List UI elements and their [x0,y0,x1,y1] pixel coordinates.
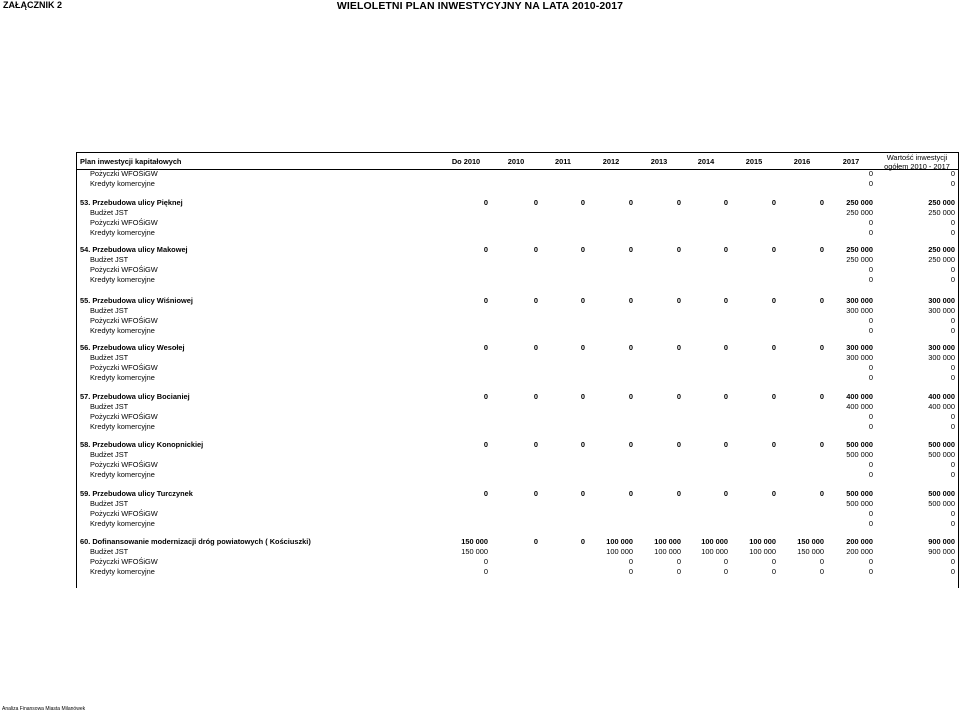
project-6-sub-1-total: 0 [950,509,955,518]
project-6-sub-2-value-8: 0 [868,519,873,528]
project-sub-label: Budżet JST [90,547,129,556]
project-3-sub-2-value-8: 0 [868,373,873,382]
project-4-sub-0-value-8: 400 000 [846,402,873,411]
project-2-sub-0-value-8: 300 000 [846,306,873,315]
project-7-sub-1-value-6: 0 [771,557,776,566]
project-4-value-8: 400 000 [846,392,873,401]
table-right-border [958,152,959,588]
project-0-value-6: 0 [771,198,776,207]
project-4-value-4: 0 [676,392,681,401]
project-sub-label: Pożyczki WFOŚiGW [90,363,158,372]
project-7-value-2: 0 [580,537,585,546]
project-1-total: 250 000 [928,245,955,254]
project-1-value-6: 0 [771,245,776,254]
project-3-sub-1-total: 0 [950,363,955,372]
project-0-value-1: 0 [533,198,538,207]
project-4-value-6: 0 [771,392,776,401]
project-7-sub-1-value-5: 0 [723,557,728,566]
project-1-value-0: 0 [483,245,488,254]
project-sub-label: Kredyty komercyjne [90,373,155,382]
project-7-total: 900 000 [928,537,955,546]
project-7-sub-0-value-3: 100 000 [606,547,633,556]
header-year-5: 2014 [697,157,715,166]
project-0-value-5: 0 [723,198,728,207]
project-7-sub-1-value-0: 0 [483,557,488,566]
project-3-sub-1-value-8: 0 [868,363,873,372]
project-sub-label: Budżet JST [90,402,129,411]
header-year-2: 2011 [554,157,572,166]
project-0-value-0: 0 [483,198,488,207]
project-4-sub-1-value-8: 0 [868,412,873,421]
project-7-sub-2-value-3: 0 [628,567,633,576]
project-title: 59. Przebudowa ulicy Turczynek [80,489,193,498]
project-title: 56. Przebudowa ulicy Wesołej [80,343,185,352]
project-sub-label: Kredyty komercyjne [90,519,155,528]
project-title: 53. Przebudowa ulicy Pięknej [80,198,183,207]
project-1-sub-0-total: 250 000 [928,255,955,264]
project-sub-label: Pożyczki WFOŚiGW [90,316,158,325]
header-year-7: 2016 [793,157,811,166]
project-6-value-7: 0 [819,489,824,498]
lead-row-2017: 0 [868,169,873,178]
project-sub-label: Kredyty komercyjne [90,326,155,335]
project-3-value-6: 0 [771,343,776,352]
project-3-value-4: 0 [676,343,681,352]
header-plan-label: Plan inwestycji kapitałowych [80,157,182,166]
project-1-value-1: 0 [533,245,538,254]
project-2-value-4: 0 [676,296,681,305]
project-7-sub-0-value-7: 150 000 [797,547,824,556]
project-title: 60. Dofinansowanie modernizacji dróg powiatowych ( Kościuszki) [80,537,311,546]
project-2-sub-2-value-8: 0 [868,326,873,335]
project-6-value-8: 500 000 [846,489,873,498]
project-sub-label: Kredyty komercyjne [90,228,155,237]
lead-row-label: Pożyczki WFOŚiGW [90,169,158,178]
project-1-value-2: 0 [580,245,585,254]
project-2-value-0: 0 [483,296,488,305]
project-1-sub-1-total: 0 [950,265,955,274]
project-7-sub-2-value-6: 0 [771,567,776,576]
project-sub-label: Budżet JST [90,208,129,217]
project-7-sub-0-value-6: 100 000 [749,547,776,556]
project-3-value-8: 300 000 [846,343,873,352]
header-year-1: 2010 [507,157,525,166]
project-3-value-3: 0 [628,343,633,352]
project-7-value-7: 150 000 [797,537,824,546]
project-5-sub-1-total: 0 [950,460,955,469]
project-sub-label: Pożyczki WFOŚiGW [90,509,158,518]
project-3-value-0: 0 [483,343,488,352]
project-3-value-5: 0 [723,343,728,352]
project-sub-label: Budżet JST [90,499,129,508]
project-6-total: 500 000 [928,489,955,498]
project-sub-label: Kredyty komercyjne [90,422,155,431]
project-title: 54. Przebudowa ulicy Makowej [80,245,188,254]
project-6-value-0: 0 [483,489,488,498]
project-0-sub-1-total: 0 [950,218,955,227]
project-sub-label: Budżet JST [90,306,129,315]
project-1-sub-2-value-8: 0 [868,275,873,284]
project-7-value-5: 100 000 [701,537,728,546]
project-7-sub-1-value-7: 0 [819,557,824,566]
project-sub-label: Kredyty komercyjne [90,470,155,479]
project-4-sub-2-total: 0 [950,422,955,431]
project-7-sub-2-value-5: 0 [723,567,728,576]
project-7-sub-1-total: 0 [950,557,955,566]
project-7-sub-2-value-4: 0 [676,567,681,576]
header-year-8: 2017 [842,157,860,166]
project-5-value-8: 500 000 [846,440,873,449]
project-5-sub-2-total: 0 [950,470,955,479]
project-2-value-5: 0 [723,296,728,305]
project-3-total: 300 000 [928,343,955,352]
header-total-line1: Wartość inwestycji [886,153,948,162]
project-1-value-3: 0 [628,245,633,254]
project-0-sub-2-total: 0 [950,228,955,237]
project-2-value-7: 0 [819,296,824,305]
project-7-sub-2-value-8: 0 [868,567,873,576]
project-6-value-6: 0 [771,489,776,498]
project-title: 58. Przebudowa ulicy Konopnickiej [80,440,204,449]
project-sub-label: Pożyczki WFOŚiGW [90,412,158,421]
project-3-value-2: 0 [580,343,585,352]
project-0-sub-0-total: 250 000 [928,208,955,217]
project-7-sub-2-total: 0 [950,567,955,576]
project-4-value-5: 0 [723,392,728,401]
project-0-value-7: 0 [819,198,824,207]
project-5-sub-2-value-8: 0 [868,470,873,479]
project-1-value-8: 250 000 [846,245,873,254]
header-year-6: 2015 [745,157,763,166]
project-0-value-4: 0 [676,198,681,207]
project-3-sub-0-value-8: 300 000 [846,353,873,362]
lead-row-2017: 0 [868,179,873,188]
project-7-value-0: 150 000 [461,537,488,546]
project-7-sub-1-value-4: 0 [676,557,681,566]
project-2-value-3: 0 [628,296,633,305]
header-total-line2: ogółem 2010 - 2017 [884,162,950,171]
project-2-value-2: 0 [580,296,585,305]
lead-row-total: 0 [950,179,955,188]
project-sub-label: Pożyczki WFOŚiGW [90,265,158,274]
project-3-sub-2-total: 0 [950,373,955,382]
project-6-value-3: 0 [628,489,633,498]
project-7-sub-0-value-0: 150 000 [461,547,488,556]
project-6-sub-2-total: 0 [950,519,955,528]
project-title: 57. Przebudowa ulicy Bocianiej [80,392,190,401]
table-top-border [76,152,958,153]
project-4-value-0: 0 [483,392,488,401]
project-title: 55. Przebudowa ulicy Wiśniowej [80,296,193,305]
project-sub-label: Budżet JST [90,353,129,362]
project-0-sub-2-value-8: 0 [868,228,873,237]
project-sub-label: Pożyczki WFOŚiGW [90,460,158,469]
project-sub-label: Budżet JST [90,450,129,459]
project-5-value-0: 0 [483,440,488,449]
project-1-value-5: 0 [723,245,728,254]
project-4-total: 400 000 [928,392,955,401]
project-7-sub-0-value-5: 100 000 [701,547,728,556]
project-0-value-2: 0 [580,198,585,207]
project-3-value-7: 0 [819,343,824,352]
project-7-sub-2-value-0: 0 [483,567,488,576]
page-title: WIELOLETNI PLAN INWESTYCYJNY NA LATA 2010-2017 [336,0,624,12]
project-7-value-1: 0 [533,537,538,546]
project-7-sub-0-value-4: 100 000 [654,547,681,556]
project-sub-label: Kredyty komercyjne [90,567,155,576]
project-5-total: 500 000 [928,440,955,449]
project-4-sub-0-total: 400 000 [928,402,955,411]
project-1-sub-2-total: 0 [950,275,955,284]
project-0-value-8: 250 000 [846,198,873,207]
project-1-sub-1-value-8: 0 [868,265,873,274]
project-6-sub-0-value-8: 500 000 [846,499,873,508]
project-2-sub-2-total: 0 [950,326,955,335]
lead-row-total: 0 [950,169,955,178]
project-7-sub-1-value-8: 0 [868,557,873,566]
project-5-value-6: 0 [771,440,776,449]
project-6-value-4: 0 [676,489,681,498]
project-1-value-4: 0 [676,245,681,254]
project-sub-label: Pożyczki WFOŚiGW [90,218,158,227]
project-4-value-7: 0 [819,392,824,401]
project-5-sub-0-total: 500 000 [928,450,955,459]
project-5-value-1: 0 [533,440,538,449]
project-7-value-6: 100 000 [749,537,776,546]
project-5-sub-0-value-8: 500 000 [846,450,873,459]
project-2-sub-1-total: 0 [950,316,955,325]
project-7-value-4: 100 000 [654,537,681,546]
project-6-value-5: 0 [723,489,728,498]
project-2-value-8: 300 000 [846,296,873,305]
project-0-sub-0-value-8: 250 000 [846,208,873,217]
header-year-4: 2013 [650,157,668,166]
project-4-value-1: 0 [533,392,538,401]
project-4-value-3: 0 [628,392,633,401]
project-2-sub-0-total: 300 000 [928,306,955,315]
project-5-value-5: 0 [723,440,728,449]
project-2-total: 300 000 [928,296,955,305]
project-6-value-1: 0 [533,489,538,498]
project-4-value-2: 0 [580,392,585,401]
project-2-value-6: 0 [771,296,776,305]
project-3-value-1: 0 [533,343,538,352]
project-7-sub-0-value-8: 200 000 [846,547,873,556]
project-4-sub-2-value-8: 0 [868,422,873,431]
lead-row-label: Kredyty komercyjne [90,179,155,188]
annex-label: ZAŁĄCZNIK 2 [3,0,62,10]
project-6-sub-0-total: 500 000 [928,499,955,508]
project-3-sub-0-total: 300 000 [928,353,955,362]
project-0-value-3: 0 [628,198,633,207]
project-5-value-3: 0 [628,440,633,449]
project-7-value-3: 100 000 [606,537,633,546]
project-sub-label: Kredyty komercyjne [90,275,155,284]
project-0-sub-1-value-8: 0 [868,218,873,227]
project-sub-label: Budżet JST [90,255,129,264]
project-6-sub-1-value-8: 0 [868,509,873,518]
header-year-0: Do 2010 [451,157,481,166]
header-year-3: 2012 [602,157,620,166]
project-7-sub-0-total: 900 000 [928,547,955,556]
project-7-sub-2-value-7: 0 [819,567,824,576]
project-1-sub-0-value-8: 250 000 [846,255,873,264]
project-5-value-4: 0 [676,440,681,449]
footer-note: Analiza Finansowa Miasta Milanówek [2,706,86,712]
project-5-value-7: 0 [819,440,824,449]
project-5-value-2: 0 [580,440,585,449]
project-2-value-1: 0 [533,296,538,305]
project-4-sub-1-total: 0 [950,412,955,421]
project-7-value-8: 200 000 [846,537,873,546]
project-0-total: 250 000 [928,198,955,207]
table-left-border [76,152,77,588]
project-sub-label: Pożyczki WFOŚiGW [90,557,158,566]
project-7-sub-1-value-3: 0 [628,557,633,566]
project-6-value-2: 0 [580,489,585,498]
project-2-sub-1-value-8: 0 [868,316,873,325]
project-1-value-7: 0 [819,245,824,254]
project-5-sub-1-value-8: 0 [868,460,873,469]
